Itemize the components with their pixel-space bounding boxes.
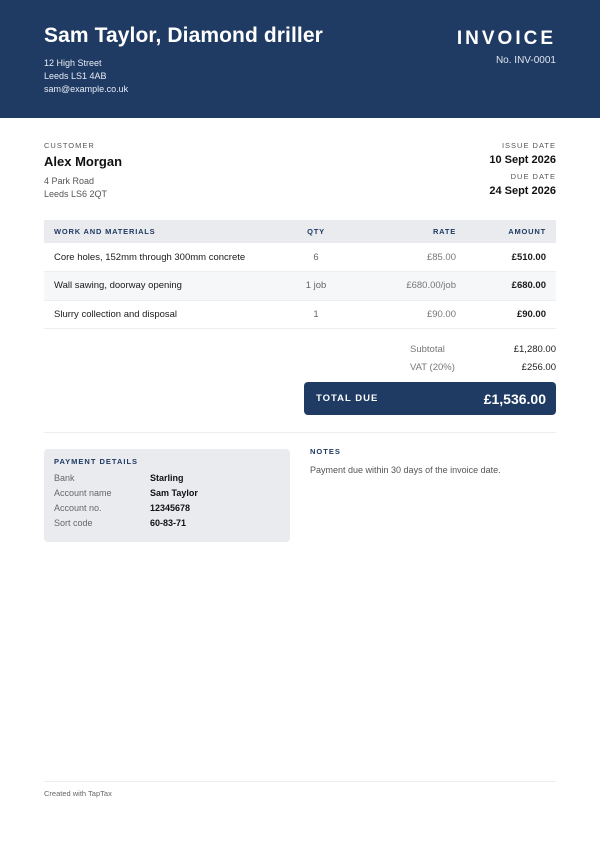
subtotal-label: Subtotal — [410, 343, 445, 355]
account-name-label: Account name — [54, 487, 112, 498]
payment-row-account-name — [54, 485, 280, 500]
invoice-number: No. INV-0001 — [495, 55, 556, 66]
line-items-table — [44, 220, 556, 329]
total-due-bar — [304, 382, 556, 415]
payment-row-sort-code — [54, 515, 280, 530]
vat-value: £256.00 — [521, 361, 556, 373]
due-date-label: DUE DATE — [510, 172, 556, 181]
row-amount: £90.00 — [466, 300, 556, 329]
dates-block — [489, 141, 556, 197]
row-rate: £85.00 — [356, 243, 466, 272]
issue-date-label: ISSUE DATE — [501, 141, 556, 150]
customer-block — [44, 141, 122, 200]
row-description: Wall sawing, doorway opening — [44, 272, 276, 301]
row-amount: £510.00 — [466, 243, 556, 272]
business-name: Sam Taylor, Diamond driller — [44, 24, 323, 47]
row-qty: 1 — [276, 300, 356, 329]
vat-label: VAT (20%) — [410, 361, 455, 373]
header-qty: QTY — [276, 220, 356, 243]
totals-block — [304, 340, 556, 376]
subtotal-row — [304, 340, 556, 358]
business-address — [44, 57, 128, 96]
table-header-row — [44, 220, 556, 243]
business-email[interactable]: sam@example.co.uk — [44, 84, 129, 94]
footer-credit: Created with TapTax — [44, 789, 112, 798]
row-rate: £680.00/job — [356, 272, 466, 301]
table-row — [44, 243, 556, 272]
account-name-value: Sam Taylor — [150, 487, 198, 498]
header-amount: AMOUNT — [466, 220, 556, 243]
row-description: Core holes, 152mm through 300mm concrete — [44, 243, 276, 272]
row-qty: 6 — [276, 243, 356, 272]
account-no-value: 12345678 — [150, 502, 191, 513]
row-amount: £680.00 — [466, 272, 556, 301]
customer-name: Alex Morgan — [44, 154, 123, 169]
table-row — [44, 300, 556, 329]
subtotal-value: £1,280.00 — [513, 343, 556, 355]
notes-title: NOTES — [310, 447, 341, 456]
sort-code-label: Sort code — [54, 517, 93, 528]
business-address-line2: Leeds LS1 4AB — [44, 71, 107, 81]
section-divider — [44, 432, 556, 433]
customer-address — [44, 175, 122, 200]
row-qty: 1 job — [276, 272, 356, 301]
customer-address-line1: 4 Park Road — [44, 176, 95, 186]
bank-label: Bank — [54, 472, 75, 483]
vat-row — [304, 358, 556, 376]
due-date: 24 Sept 2026 — [489, 185, 556, 197]
customer-label: CUSTOMER — [44, 141, 95, 150]
payment-details-panel — [44, 449, 290, 542]
notes-text: Payment due within 30 days of the invoice date. — [310, 465, 501, 475]
invoice-title: INVOICE — [456, 28, 556, 49]
row-description: Slurry collection and disposal — [44, 300, 276, 329]
total-due-label: TOTAL DUE — [316, 393, 379, 404]
sort-code-value: 60-83-71 — [150, 517, 187, 528]
bank-value: Starling — [150, 472, 184, 483]
account-no-label: Account no. — [54, 502, 102, 513]
invoice-header — [0, 0, 600, 118]
business-address-line1: 12 High Street — [44, 58, 102, 68]
payment-details-title: PAYMENT DETAILS — [54, 457, 139, 466]
payment-row-bank — [54, 470, 280, 485]
total-due-value: £1,536.00 — [483, 390, 546, 407]
table-row — [44, 272, 556, 301]
row-rate: £90.00 — [356, 300, 466, 329]
issue-date: 10 Sept 2026 — [489, 154, 556, 166]
payment-row-account-no — [54, 500, 280, 515]
footer-divider — [44, 781, 556, 782]
notes-block — [310, 447, 556, 475]
header-rate: RATE — [356, 220, 466, 243]
customer-address-line2: Leeds LS6 2QT — [44, 188, 108, 199]
header-work-materials: WORK AND MATERIALS — [44, 220, 276, 243]
